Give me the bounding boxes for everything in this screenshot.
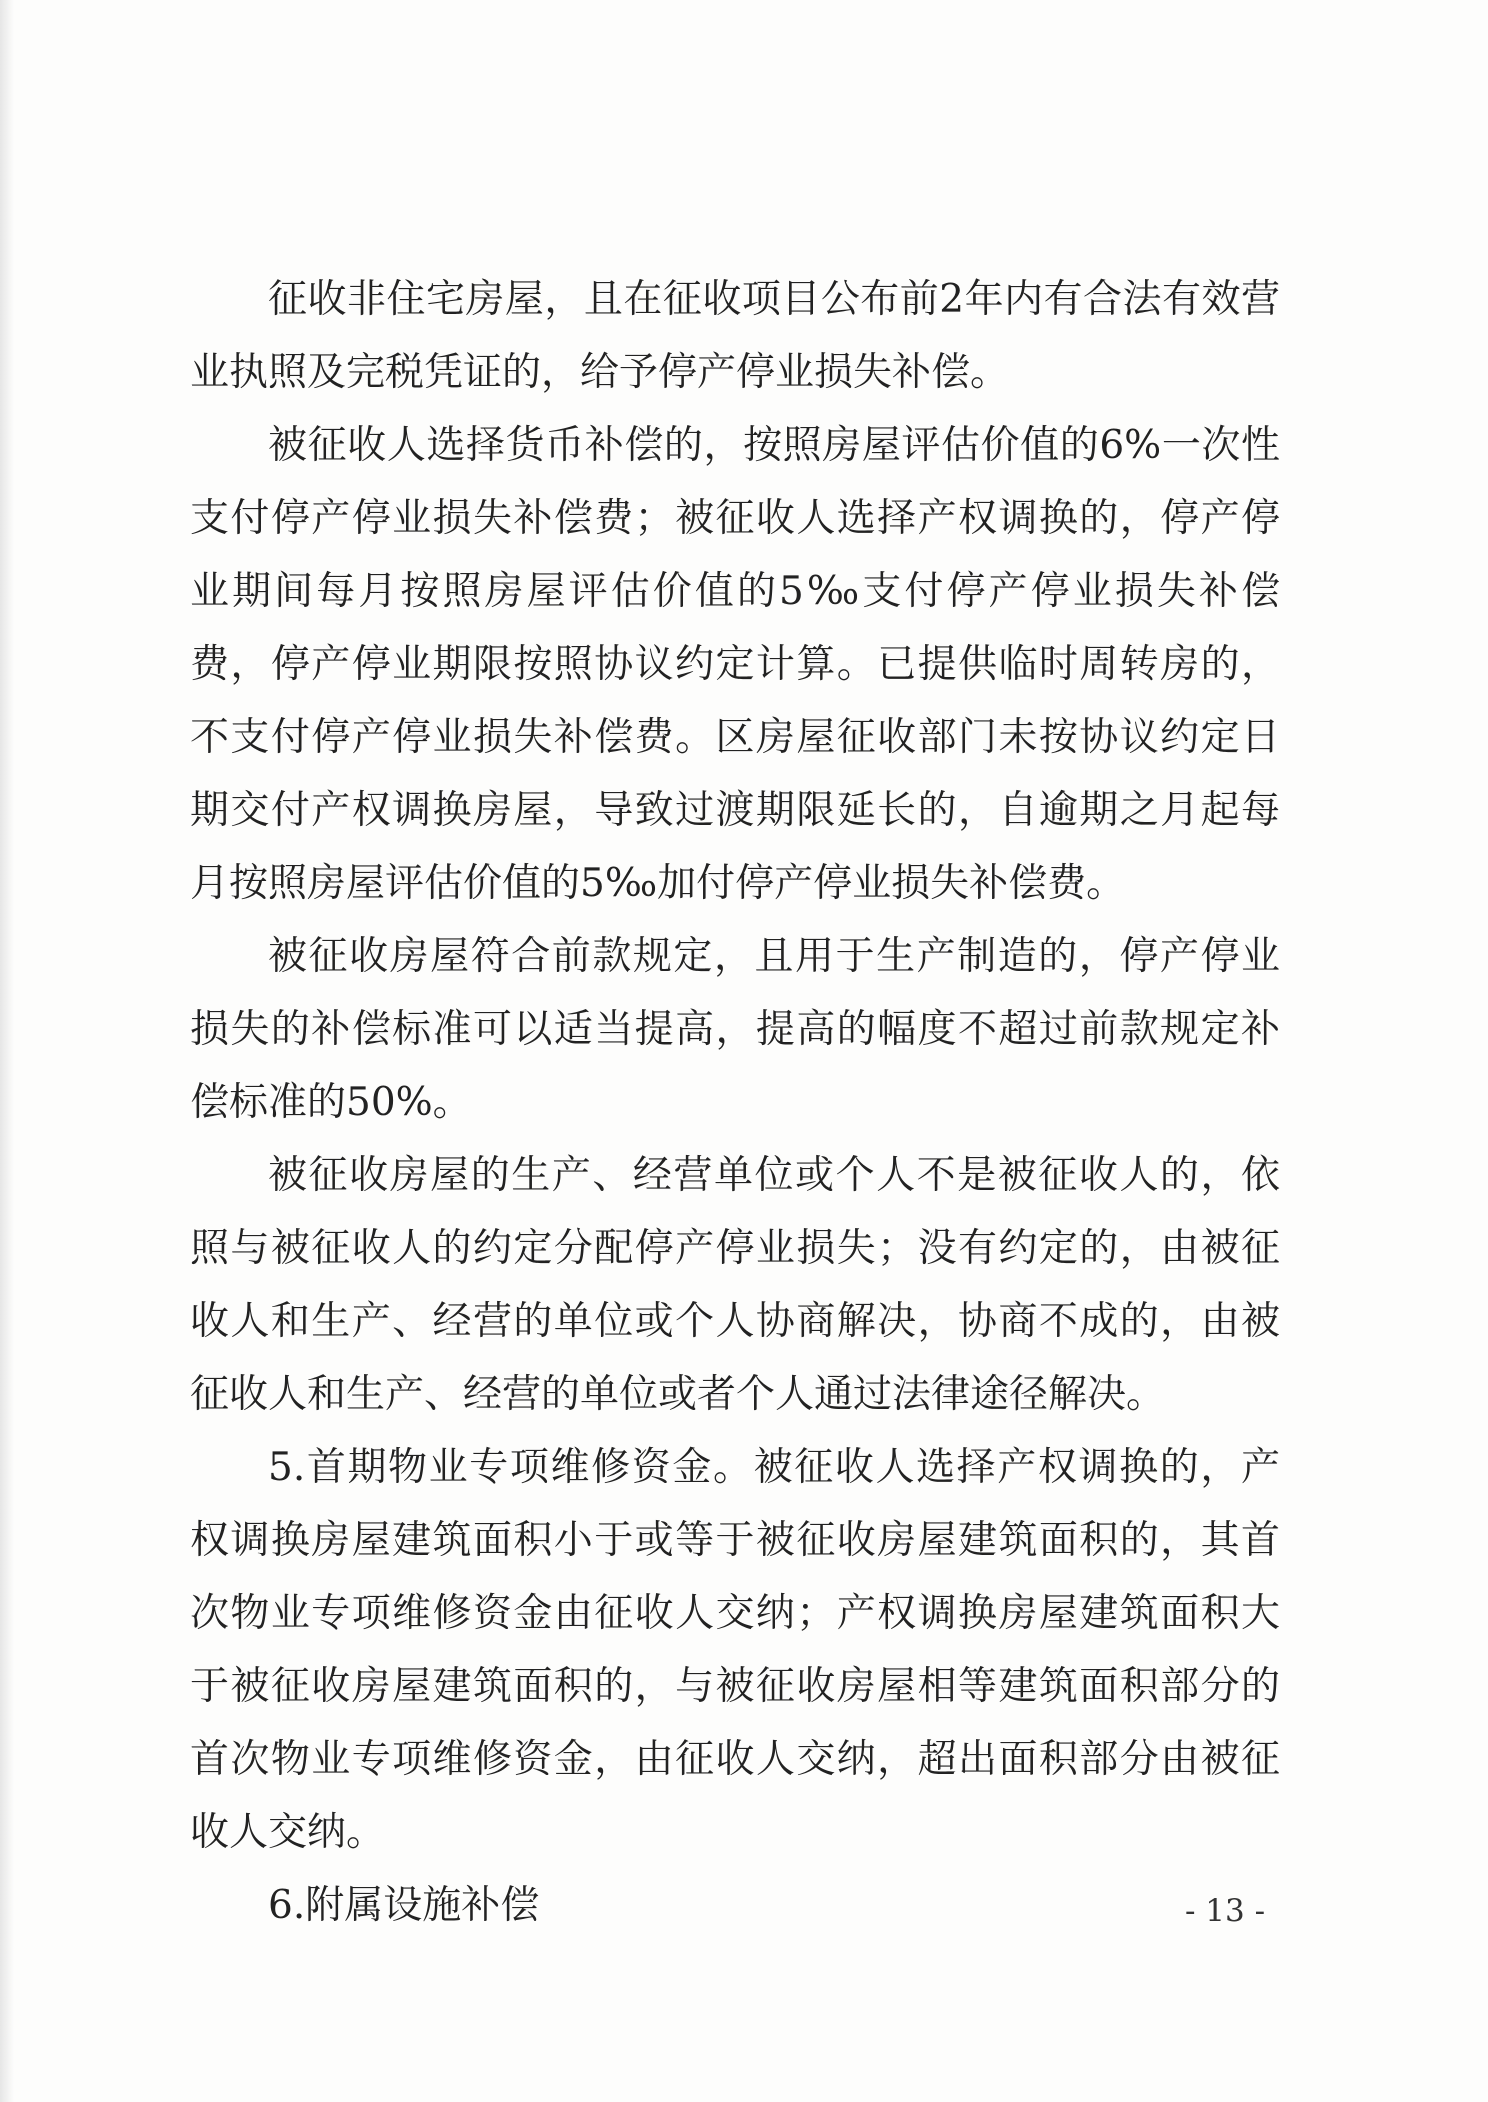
paragraph-ancillary-facilities: 6.附属设施补偿: [268, 1883, 540, 1928]
paragraph-maintenance-fund: 5.首期物业专项维修资金。被征收人选择产权调换的，产权调换房屋建筑面积小于或等于被征收房屋建筑面积的，其首次物业专项维修资金由征收人交纳；产权调换房屋建筑面积大于被征收房屋建筑面积的，与被征收房屋相等建筑面积部分的首次物业专项维修资金，由征收人交纳，超出面积部分由被征收人交纳。: [190, 1445, 1280, 1855]
paragraph-monetary-compensation: 被征收人选择货币补偿的，按照房屋评估价值的6%一次性支付停产停业损失补偿费；被征收人选择产权调换的，停产停业期间每月按照房屋评估价值的5‰支付停产停业损失补偿费，停产停业期限按照协议约定计算。已提供临时周转房的，不支付停产停业损失补偿费。区房屋征收部门未按协议约定日期交付产权调换房屋，导致过渡期限延长的，自逾期之月起每月按照房屋评估价值的5‰加付停产停业损失补偿费。: [190, 423, 1280, 906]
scan-edge-shadow: [0, 0, 14, 2102]
paragraph-business-license: 征收非住宅房屋，且在征收项目公布前2年内有合法有效营业执照及完税凭证的，给予停产停业损失补偿。: [190, 277, 1280, 395]
page-number: - 13 -: [1184, 1893, 1266, 1929]
body-text: [190, 263, 1280, 1942]
paragraph-loss-allocation: 被征收房屋的生产、经营单位或个人不是被征收人的，依照与被征收人的约定分配停产停业损失；没有约定的，由被征收人和生产、经营的单位或个人协商解决，协商不成的，由被征收人和生产、经营的单位或者个人通过法律途径解决。: [190, 1153, 1280, 1417]
paragraph-manufacturing-standard: 被征收房屋符合前款规定，且用于生产制造的，停产停业损失的补偿标准可以适当提高，提高的幅度不超过前款规定补偿标准的50%。: [190, 934, 1280, 1125]
